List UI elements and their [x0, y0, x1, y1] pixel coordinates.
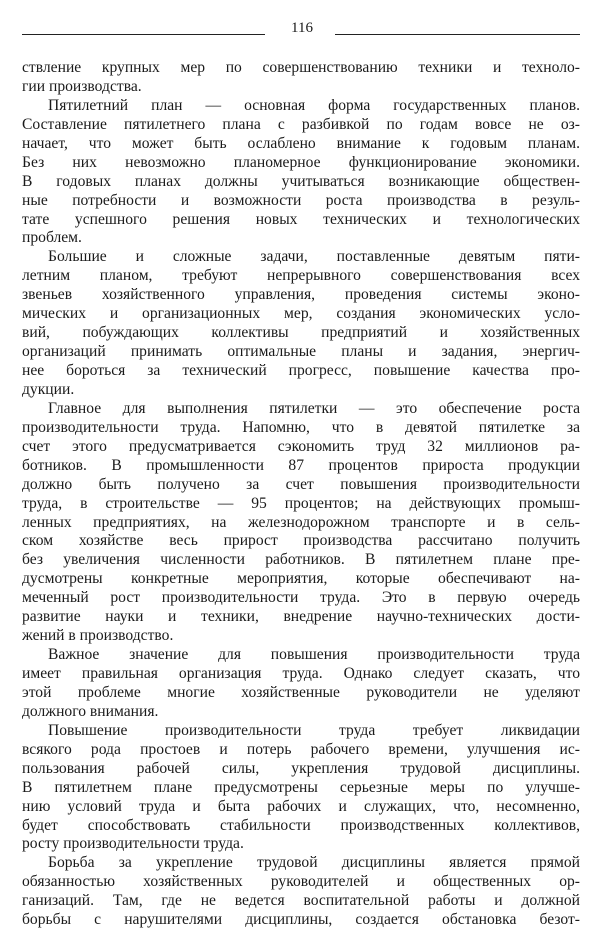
- text-line: нее бороться за технический прогресс, повышение качества про-: [22, 362, 580, 379]
- text-line: ные потребности и возможности роста производства в резуль-: [22, 191, 580, 209]
- text-line: Борьба за укрепление трудовой дисциплины является прямой: [48, 854, 580, 872]
- text-line: звеньев хозяйственного управления, проведения системы эконо-: [22, 286, 580, 304]
- text-line: мических и организационных мер, создания экономических усло-: [22, 305, 580, 323]
- text-line: В пятилетнем плане предусмотрены серьезные меры по улучше-: [22, 778, 580, 796]
- text-line: ском хозяйстве весь прирост производства рассчитано получить: [22, 532, 580, 550]
- text-line: летним планом, требуют непрерывного совершенствования всех: [22, 267, 580, 285]
- text-line: труда, в строительстве — 95 процентов; на действующих промыш-: [22, 494, 580, 512]
- text-line: Повышение производительности труда требует ликвидации: [48, 721, 580, 739]
- text-line: пользования рабочей силы, укрепления трудовой дисциплины.: [22, 759, 580, 777]
- text-line: должного внимания.: [22, 702, 159, 720]
- text-line: проблем.: [22, 229, 82, 247]
- text-line: Пятилетний план — основная форма государственных планов.: [48, 96, 580, 114]
- text-line: всякого рода простоев и потерь рабочего времени, улучшения ис-: [22, 740, 580, 758]
- text-line: Важное значение для повышения производительности труда: [48, 646, 580, 664]
- page-number: 116: [291, 20, 313, 36]
- text-line: обязанностью хозяйственных руководителей и общественных ор-: [22, 873, 580, 891]
- text-line: росту производительности труда.: [22, 835, 244, 853]
- text-line: счет этого предусматривается сэкономить труд 32 миллионов ра-: [22, 437, 580, 455]
- header-rule-left: [22, 34, 265, 35]
- text-line: вий, побуждающих коллективы предприятий и хозяйственных: [22, 324, 580, 342]
- text-line: ствление крупных мер по совершенствованию техники и техноло-: [22, 59, 580, 76]
- text-line: дукции.: [22, 380, 75, 398]
- text-line: жений в производство.: [22, 627, 174, 645]
- text-line: Главное для выполнения пятилетки — это обеспечение роста: [48, 399, 580, 417]
- text-line: начает, что может быть ослаблено внимание к годовым планам.: [22, 134, 580, 152]
- text-line: нию условий труда и быта рабочих и служащих, что, несомненно,: [22, 797, 580, 815]
- text-line: должно быть получено за счет повышения производительности: [22, 475, 580, 493]
- text-line: борьбы с нарушителями дисциплины, создается обстановка безот-: [22, 911, 580, 929]
- header-rule-right: [335, 34, 580, 35]
- text-line: дусмотрены конкретные мероприятия, которые обеспечивают на-: [22, 570, 580, 588]
- text-line: будет способствовать стабильности производственных коллективов,: [22, 816, 580, 834]
- text-line: производительности труда. Напомню, что в девятой пятилетке за: [22, 418, 580, 436]
- text-line: тате успешного решения новых технических и технологических: [22, 210, 580, 228]
- text-line: без увеличения численности работников. В пятилетнем плане пре-: [22, 551, 580, 569]
- text-line: Составление пятилетнего плана с разбивкой по годам вовсе не оз-: [22, 115, 580, 133]
- page-header: [22, 20, 580, 44]
- text-line: этой проблеме многие хозяйственные руководители не уделяют: [22, 683, 580, 701]
- text-line: Большие и сложные задачи, поставленные девятым пяти-: [48, 248, 580, 266]
- page-body-text: [22, 59, 580, 930]
- text-line: ботников. В промышленности 87 процентов прироста продукции: [22, 456, 580, 474]
- text-line: Без них невозможно планомерное функционирование экономики.: [22, 153, 580, 171]
- text-line: развитие науки и техники, внедрение научно-технических дости-: [22, 608, 580, 626]
- text-line: гии производства.: [22, 77, 142, 95]
- text-line: меченный рост производительности труда. Это в первую очередь: [22, 589, 580, 607]
- text-line: организаций принимать оптимальные планы и задания, энергич-: [22, 343, 580, 361]
- text-line: В годовых планах должны учитываться возникающие обществен-: [22, 172, 580, 190]
- text-line: ленных предприятиях, на железнодорожном транспорте и в сель-: [22, 513, 580, 531]
- text-line: имеет правильная организация труда. Однако следует сказать, что: [22, 665, 580, 682]
- text-line: ганизаций. Там, где не ведется воспитательной работы и должной: [22, 892, 580, 910]
